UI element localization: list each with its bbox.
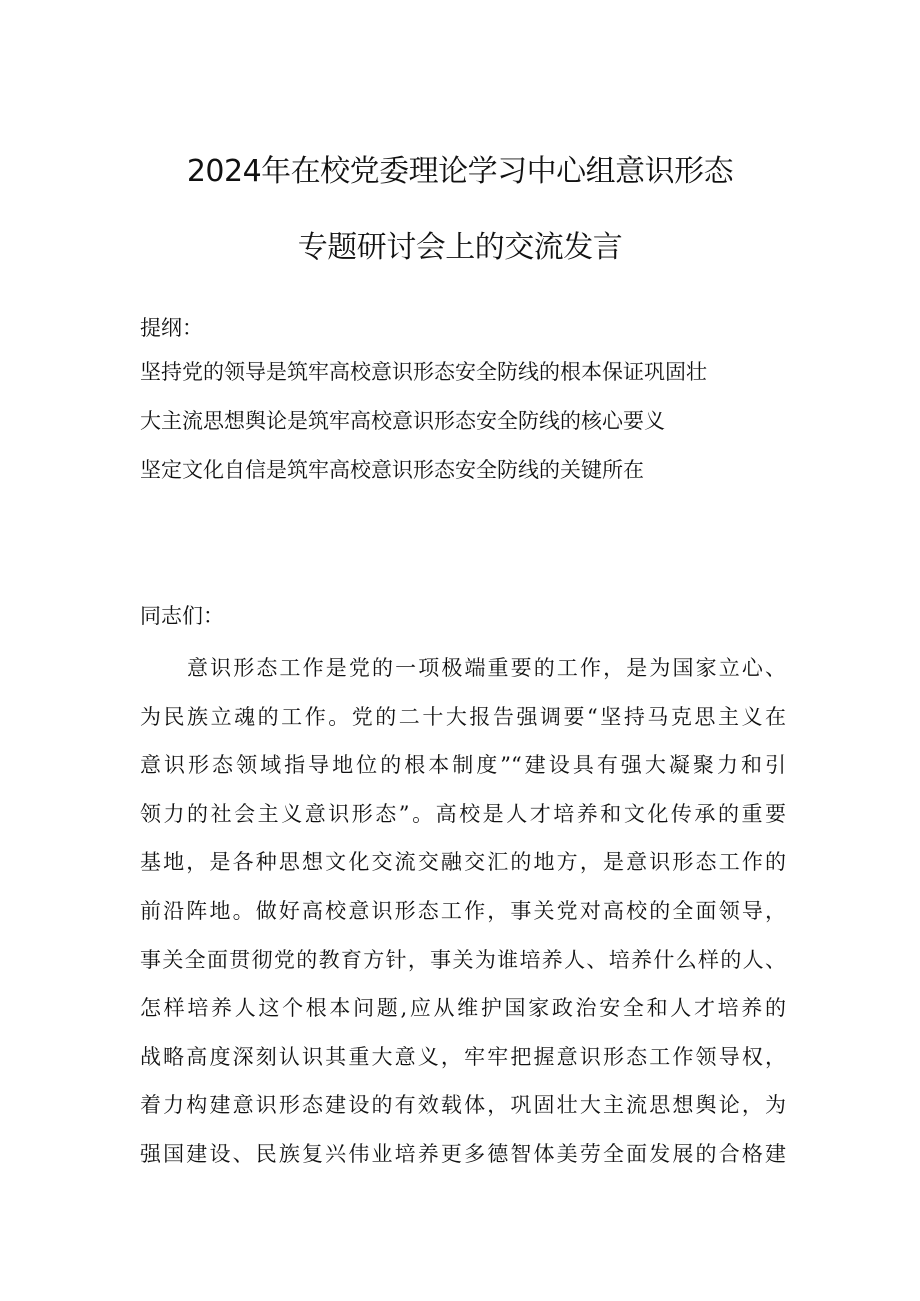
- body-line: 事关全面贯彻党的教育方针，事关为谁培养人、培养什么样的人、: [140, 947, 786, 972]
- body-line: 怎样培养人这个根本问题,应从维护国家政治安全和人才培养的: [140, 996, 786, 1021]
- body-line: 意识形态工作是党的一项极端重要的工作，是为国家立心、: [187, 656, 786, 680]
- document-title-line-2: 专题研讨会上的交流发言: [297, 230, 623, 265]
- salutation: 同志们：: [140, 604, 224, 628]
- outline-item: 坚持党的领导是筑牢高校意识形态安全防线的根本保证巩固壮: [140, 360, 707, 384]
- body-line: 战略高度深刻认识其重大意义，牢牢把握意识形态工作领导权，: [140, 1044, 786, 1069]
- outline-label: 提纲：: [140, 316, 203, 340]
- body-paragraph: [140, 644, 786, 1179]
- body-line: 为民族立魂的工作。党的二十大报告强调要“坚持马克思主义在: [140, 704, 786, 729]
- body-line: 领力的社会主义意识形态”。高校是人才培养和文化传承的重要: [140, 801, 786, 826]
- body-line: 着力构建意识形态建设的有效载体，巩固壮大主流思想舆论，为: [140, 1093, 786, 1118]
- body-line: 意识形态领域指导地位的根本制度”“建设具有强大凝聚力和引: [140, 753, 786, 778]
- body-line: 前沿阵地。做好高校意识形态工作，事关党对高校的全面领导，: [140, 898, 786, 923]
- outline-item: 大主流思想舆论是筑牢高校意识形态安全防线的核心要义: [140, 409, 665, 433]
- outline-item: 坚定文化自信是筑牢高校意识形态安全防线的关键所在: [140, 458, 644, 482]
- body-line: 基地，是各种思想文化交流交融交汇的地方，是意识形态工作的: [140, 850, 786, 875]
- document-title-line-1: 2024年在校党委理论学习中心组意识形态: [186, 154, 734, 189]
- body-line: 强国建设、民族复兴伟业培养更多德智体美劳全面发展的合格建: [140, 1141, 786, 1166]
